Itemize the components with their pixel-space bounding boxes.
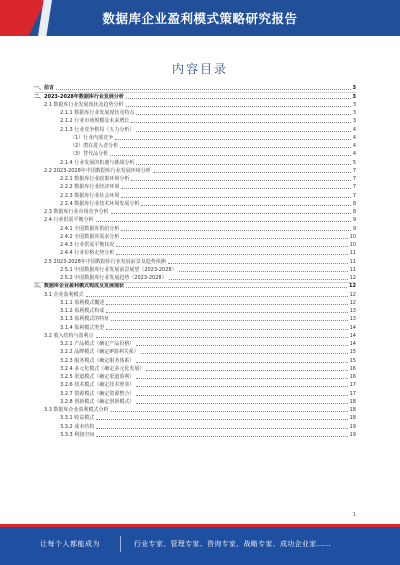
- toc-entry-page: 7: [352, 184, 356, 191]
- toc-entry[interactable]: [34, 282, 356, 290]
- toc-entry-page: 7: [352, 192, 356, 199]
- toc-entry[interactable]: [34, 84, 356, 92]
- toc-entry-label: 2.1 数据库行业发展现状及趋势分析: [44, 101, 124, 108]
- page-number: 1: [352, 512, 356, 518]
- toc-leader-dots: [106, 312, 347, 313]
- toc-entry-page: 8: [352, 200, 356, 207]
- toc-entry[interactable]: [34, 224, 356, 232]
- toc-entry[interactable]: [34, 241, 356, 249]
- toc-entry-label: 3.2.6 技术模式（确定技术壁垒）: [60, 382, 135, 389]
- toc-entry-label: 3.3 数据库企业盈利模式分析: [44, 407, 109, 413]
- toc-entry[interactable]: [34, 266, 356, 274]
- toc-entry-page: 3: [352, 93, 356, 100]
- toc-entry[interactable]: [34, 431, 356, 439]
- toc-entry[interactable]: [34, 150, 356, 158]
- toc-leader-dots: [111, 320, 347, 321]
- toc-entry-label: 3.3.2 成本结构: [60, 423, 95, 430]
- toc-leader-dots: [110, 155, 351, 156]
- toc-entry-page: 17: [349, 390, 356, 397]
- toc-entry[interactable]: [34, 249, 356, 257]
- toc-entry[interactable]: [34, 167, 356, 175]
- toc-entry-label: 2.4.2 全国数据库需求分析: [60, 233, 120, 240]
- footer-slogan-left: 让每个人都能成为: [40, 540, 100, 548]
- toc-entry-page: 18: [349, 398, 356, 405]
- toc-entry[interactable]: [34, 134, 356, 142]
- toc-leader-dots: [126, 287, 347, 288]
- toc-entry[interactable]: [34, 307, 356, 315]
- toc-entry-label: 3.2.2 品牌模式（确定IP盈利关系）: [60, 349, 139, 356]
- report-footer: [0, 524, 400, 565]
- toc-leader-dots: [131, 122, 350, 123]
- toc-entry-page: 9: [352, 225, 356, 232]
- toc-entry[interactable]: [34, 381, 356, 389]
- toc-entry-label: 2.4.1 全国数据库供给分析: [60, 225, 120, 232]
- toc-entry-page: 18: [349, 415, 356, 422]
- toc-entry-page: 9: [352, 217, 356, 224]
- toc-leader-dots: [169, 279, 348, 280]
- toc-entry-page: 16: [349, 365, 356, 372]
- toc-entry-label: 2.5.1 中国数据库行业发展前景展望（2023-2028）: [60, 266, 177, 273]
- toc-entry-label: 3.2.1 产品模式（确定产品价格）: [60, 341, 135, 347]
- toc-leader-dots: [111, 411, 348, 412]
- toc-heading: 内容目录: [171, 62, 228, 76]
- toc-entry[interactable]: [34, 356, 356, 364]
- toc-entry-label: 2.1.4 行业发展的机遇与挑战分析: [60, 159, 135, 166]
- toc-entry-label: 3.1.3 盈利模式的特征: [60, 316, 110, 323]
- toc-entry-label: 一、前言: [34, 85, 55, 92]
- toc-entry-page: 14: [349, 324, 356, 331]
- toc-entry-page: 3: [352, 110, 356, 116]
- toc-leader-dots: [86, 296, 348, 297]
- toc-entry-page: 15: [349, 357, 356, 364]
- toc-leader-dots: [96, 221, 351, 222]
- toc-entry-label: 二、2023-2028年数据库行业发展分析: [34, 93, 124, 100]
- toc-leader-dots: [116, 246, 347, 247]
- toc-entry-label: （2）潜在进入者分析: [70, 143, 119, 149]
- toc-leader-dots: [153, 172, 351, 173]
- toc-entry-page: 4: [352, 151, 356, 158]
- toc-entry[interactable]: [34, 274, 356, 282]
- toc-leader-dots: [96, 428, 347, 429]
- toc-entry-page: 3: [352, 85, 356, 92]
- toc-leader-dots: [136, 131, 350, 132]
- toc-leader-dots: [121, 188, 350, 189]
- footer-slogan-right: 行业专家、管理专家、咨询专家、战略专家、成功企业家……: [134, 540, 332, 548]
- toc-entry-page: 19: [349, 423, 356, 430]
- toc-entry-label: 3.1.1 盈利模式概述: [60, 299, 105, 306]
- toc-entry[interactable]: [34, 158, 356, 166]
- toc-leader-dots: [126, 98, 351, 99]
- toc-entry[interactable]: [34, 332, 356, 340]
- report-header: [0, 0, 400, 36]
- toc-leader-dots: [111, 213, 351, 214]
- toc-entry-page: 17: [349, 382, 356, 389]
- toc-entry-page: 10: [349, 242, 356, 248]
- toc-entry[interactable]: [34, 101, 356, 109]
- toc-entry-label: 2.4.3 行业供需平衡状况: [60, 242, 115, 248]
- toc-entry-label: 三、数据库企业盈利模式构成及发展现状: [34, 283, 125, 290]
- toc-entry-label: 2.1.3 行业竞争格局（五力分析）: [60, 126, 135, 133]
- toc-entry[interactable]: [34, 208, 356, 216]
- toc-entry[interactable]: [34, 191, 356, 199]
- toc-entry-label: 3.2.3 服务模式（确定服务体系）: [60, 357, 135, 364]
- toc-leader-dots: [121, 238, 347, 239]
- toc-leader-dots: [106, 329, 347, 330]
- toc-entry[interactable]: [34, 315, 356, 323]
- toc-leader-dots: [136, 403, 347, 404]
- toc-entry-label: 3.3.1 收益模式: [60, 415, 95, 422]
- toc-leader-dots: [141, 353, 348, 354]
- toc-entry-label: 3.2.5 渠道模式（确定渠道盈利）: [60, 374, 135, 380]
- toc-entry-page: 16: [349, 374, 356, 380]
- toc-leader-dots: [136, 164, 350, 165]
- toc-leader-dots: [120, 147, 351, 148]
- toc-entry[interactable]: [34, 183, 356, 191]
- toc-entry-label: 3.2.8 创新模式（确定创新模式）: [60, 398, 135, 405]
- toc-entry[interactable]: [34, 117, 356, 125]
- toc-leader-dots: [131, 180, 350, 181]
- toc-entry-page: 8: [352, 209, 356, 215]
- toc-entry-page: 5: [352, 159, 356, 166]
- toc-leader-dots: [96, 436, 347, 437]
- toc-entry-page: 7: [352, 167, 356, 174]
- toc-entry-label: 3.2.7 资源模式（确定资源整合）: [60, 390, 135, 397]
- toc-leader-dots: [136, 386, 347, 387]
- toc-leader-dots: [136, 362, 347, 363]
- toc-leader-dots: [121, 197, 350, 198]
- toc-leader-dots: [56, 89, 351, 90]
- toc-entry-page: 12: [349, 275, 356, 281]
- toc-entry-label: 2.1.2 行业市场规模及未来增长: [60, 118, 130, 125]
- toc-entry-page: 11: [349, 250, 356, 257]
- toc-entry-page: 12: [349, 291, 356, 298]
- toc-entry[interactable]: [34, 200, 356, 208]
- toc-entry-label: 3.1.4 盈利模式类型: [60, 324, 105, 331]
- toc-leader-dots: [179, 271, 348, 272]
- toc-entry-label: 2.4 行业供需平衡分析: [44, 217, 94, 224]
- toc-leader-dots: [141, 205, 350, 206]
- toc-entry-label: 2.2.4 数据库行业技术环境发展分析: [60, 200, 140, 207]
- toc-entry-page: 10: [349, 233, 356, 240]
- toc-entry[interactable]: [34, 233, 356, 241]
- toc-entry[interactable]: [34, 175, 356, 183]
- toc-entry-page: 18: [349, 407, 356, 413]
- toc-entry-label: 2.2.1 数据库行业政策环境分析: [60, 176, 130, 182]
- toc-entry-page: 15: [349, 349, 356, 356]
- table-of-contents: [34, 84, 356, 439]
- toc-entry-page: 3: [352, 101, 356, 108]
- toc-entry-label: 2.5.2 中国数据库行业发展趋势（2023-2028）: [60, 275, 167, 281]
- toc-entry-page: 14: [349, 341, 356, 347]
- toc-entry-label: 2.1.1 数据库行业发展现状及特点: [60, 110, 135, 116]
- toc-entry-page: 13: [349, 316, 356, 323]
- toc-entry-label: 2.4.4 行业价格走势分析: [60, 250, 115, 257]
- toc-entry-label: 3.2.4 多元化模式（确定多元化发展）: [60, 365, 145, 372]
- toc-leader-dots: [136, 395, 347, 396]
- toc-leader-dots: [115, 139, 351, 140]
- toc-entry[interactable]: [34, 142, 356, 150]
- toc-leader-dots: [106, 304, 347, 305]
- footer-divider: [120, 536, 121, 552]
- toc-entry[interactable]: [34, 348, 356, 356]
- toc-entry-page: 12: [349, 283, 356, 290]
- toc-entry[interactable]: [34, 323, 356, 331]
- toc-leader-dots: [96, 337, 348, 338]
- toc-entry-label: 3.2 收入结构与盈利点: [44, 332, 94, 339]
- toc-entry-label: 2.5 2023-2028年中国数据库行业发展前景及趋势预测: [44, 258, 166, 265]
- report-title: 数据库企业盈利模式策略研究报告: [102, 11, 298, 26]
- toc-entry-page: 7: [352, 176, 356, 182]
- toc-entry-label: 2.3 数据库行业市场竞争分析: [44, 209, 109, 215]
- toc-entry-label: 2.2.2 数据库行业经济环境: [60, 184, 120, 191]
- toc-entry[interactable]: [34, 389, 356, 397]
- toc-entry-page: 13: [349, 308, 356, 314]
- toc-leader-dots: [136, 378, 347, 379]
- toc-entry[interactable]: [34, 398, 356, 406]
- toc-entry-page: 4: [352, 134, 356, 141]
- toc-entry[interactable]: [34, 299, 356, 307]
- toc-entry[interactable]: [34, 373, 356, 381]
- toc-entry-page: 3: [352, 118, 356, 125]
- toc-entry-label: （1）行业内部竞争: [70, 134, 114, 141]
- toc-entry[interactable]: [34, 414, 356, 422]
- toc-entry-label: 3.1.2 盈利模式构成: [60, 308, 105, 314]
- toc-entry[interactable]: [34, 109, 356, 117]
- toc-entry[interactable]: [34, 406, 356, 414]
- toc-entry-label: 3.3.3 利润空间: [60, 431, 95, 438]
- toc-entry-page: 19: [349, 431, 356, 438]
- toc-entry-label: 3.1 企业盈利模式: [44, 291, 84, 298]
- toc-leader-dots: [116, 254, 347, 255]
- toc-entry-page: 11: [349, 258, 356, 265]
- toc-entry-page: 14: [349, 332, 356, 339]
- toc-entry[interactable]: [34, 216, 356, 224]
- footer-red-band: [0, 524, 400, 527]
- toc-entry-label: 2.2.3 数据库行业社会环境: [60, 192, 120, 199]
- toc-leader-dots: [136, 345, 347, 346]
- toc-entry-page: 11: [349, 266, 356, 273]
- toc-leader-dots: [168, 263, 348, 264]
- toc-leader-dots: [136, 114, 350, 115]
- toc-leader-dots: [126, 106, 351, 107]
- toc-entry-label: 2.2 2023-2028年中国数据库行业发展环境分析: [44, 167, 151, 174]
- toc-entry-page: 4: [352, 143, 356, 149]
- toc-entry-label: （3）替代品分析: [70, 151, 109, 158]
- toc-leader-dots: [146, 370, 347, 371]
- toc-entry[interactable]: [34, 365, 356, 373]
- toc-entry-page: 4: [352, 126, 356, 133]
- toc-entry[interactable]: [34, 92, 356, 100]
- toc-entry[interactable]: [34, 422, 356, 430]
- toc-leader-dots: [121, 230, 350, 231]
- toc-leader-dots: [96, 419, 347, 420]
- toc-entry-page: 12: [349, 299, 356, 306]
- toc-entry[interactable]: [34, 257, 356, 265]
- toc-entry[interactable]: [34, 125, 356, 133]
- toc-entry[interactable]: [34, 290, 356, 298]
- toc-entry[interactable]: [34, 340, 356, 348]
